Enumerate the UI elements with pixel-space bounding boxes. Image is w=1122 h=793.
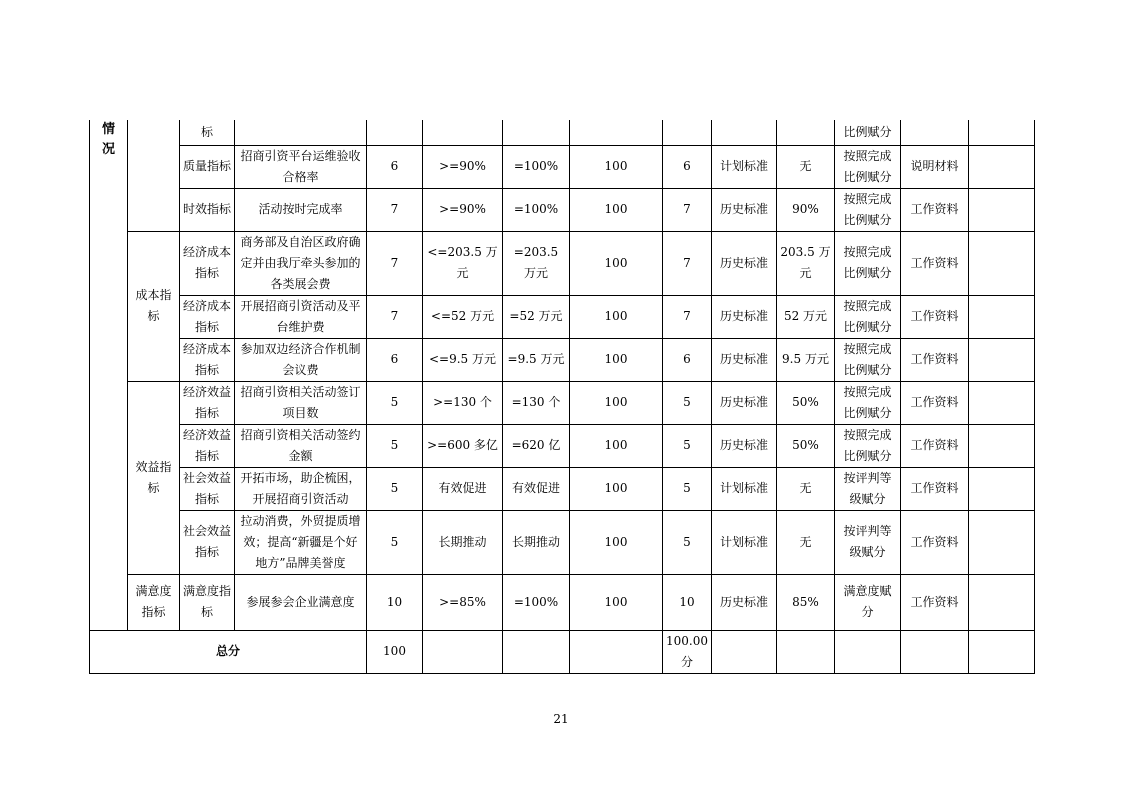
total-label: 总分 xyxy=(90,630,367,673)
table-row: 效益指标 经济效益指标 招商引资相关活动签订项目数 5 >=130 个 =130 个 100 5 历史标准 50% 按照完成比例赋分 工作资料 xyxy=(90,381,1035,424)
table-row: 社会效益指标 拉动消费，外贸提质增效；提高“新疆是个好地方”品牌美誉度 5 长期推动 长期推动 100 5 计划标准 无 按评判等级赋分 工作资料 xyxy=(90,510,1035,574)
section-label: 情 况 xyxy=(90,120,128,630)
group-cost: 成本指标 xyxy=(128,231,180,381)
performance-table xyxy=(89,120,1035,674)
page-number: 21 xyxy=(553,712,569,726)
table-row: 情 况 标 比例赋分 xyxy=(90,120,1035,145)
level2-cell xyxy=(128,120,180,231)
table-row: 时效指标 活动按时完成率 7 >=90% =100% 100 7 历史标准 90% 按照完成比例赋分 工作资料 xyxy=(90,188,1035,231)
table-row: 质量指标 招商引资平台运维验收合格率 6 >=90% =100% 100 6 计划标准 无 按照完成比例赋分 说明材料 xyxy=(90,145,1035,188)
table-row: 满意度指标 满意度指标 参展参会企业满意度 10 >=85% =100% 100 10 历史标准 85% 满意度赋分 工作资料 xyxy=(90,574,1035,630)
level3-cell: 标 xyxy=(180,120,235,145)
table-row: 经济成本指标 参加双边经济合作机制会议费 6 <=9.5 万元 =9.5 万元 100 6 历史标准 9.5 万元 按照完成比例赋分 工作资料 xyxy=(90,338,1035,381)
table-row: 社会效益指标 开拓市场，助企梳困，开展招商引资活动 5 有效促进 有效促进 100 5 计划标准 无 按评判等级赋分 工作资料 xyxy=(90,467,1035,510)
table-row: 经济效益指标 招商引资相关活动签约金额 5 >=600 多亿 =620 亿 100 5 历史标准 50% 按照完成比例赋分 工作资料 xyxy=(90,424,1035,467)
total-row xyxy=(90,630,1035,673)
table-row: 成本指标 经济成本指标 商务部及自治区政府确定并由我厅牵头参加的各类展会费 7 <=203.5 万元 =203.5 万元 100 7 历史标准 203.5 万元 按照完成比例赋分 工作资料 xyxy=(90,231,1035,295)
group-benefit: 效益指标 xyxy=(128,381,180,574)
total-score: 100.00 分 xyxy=(663,630,712,673)
group-satisfaction: 满意度指标 xyxy=(128,574,180,630)
total-weight: 100 xyxy=(367,630,423,673)
table-row: 经济成本指标 开展招商引资活动及平台维护费 7 <=52 万元 =52 万元 100 7 历史标准 52 万元 按照完成比例赋分 工作资料 xyxy=(90,295,1035,338)
